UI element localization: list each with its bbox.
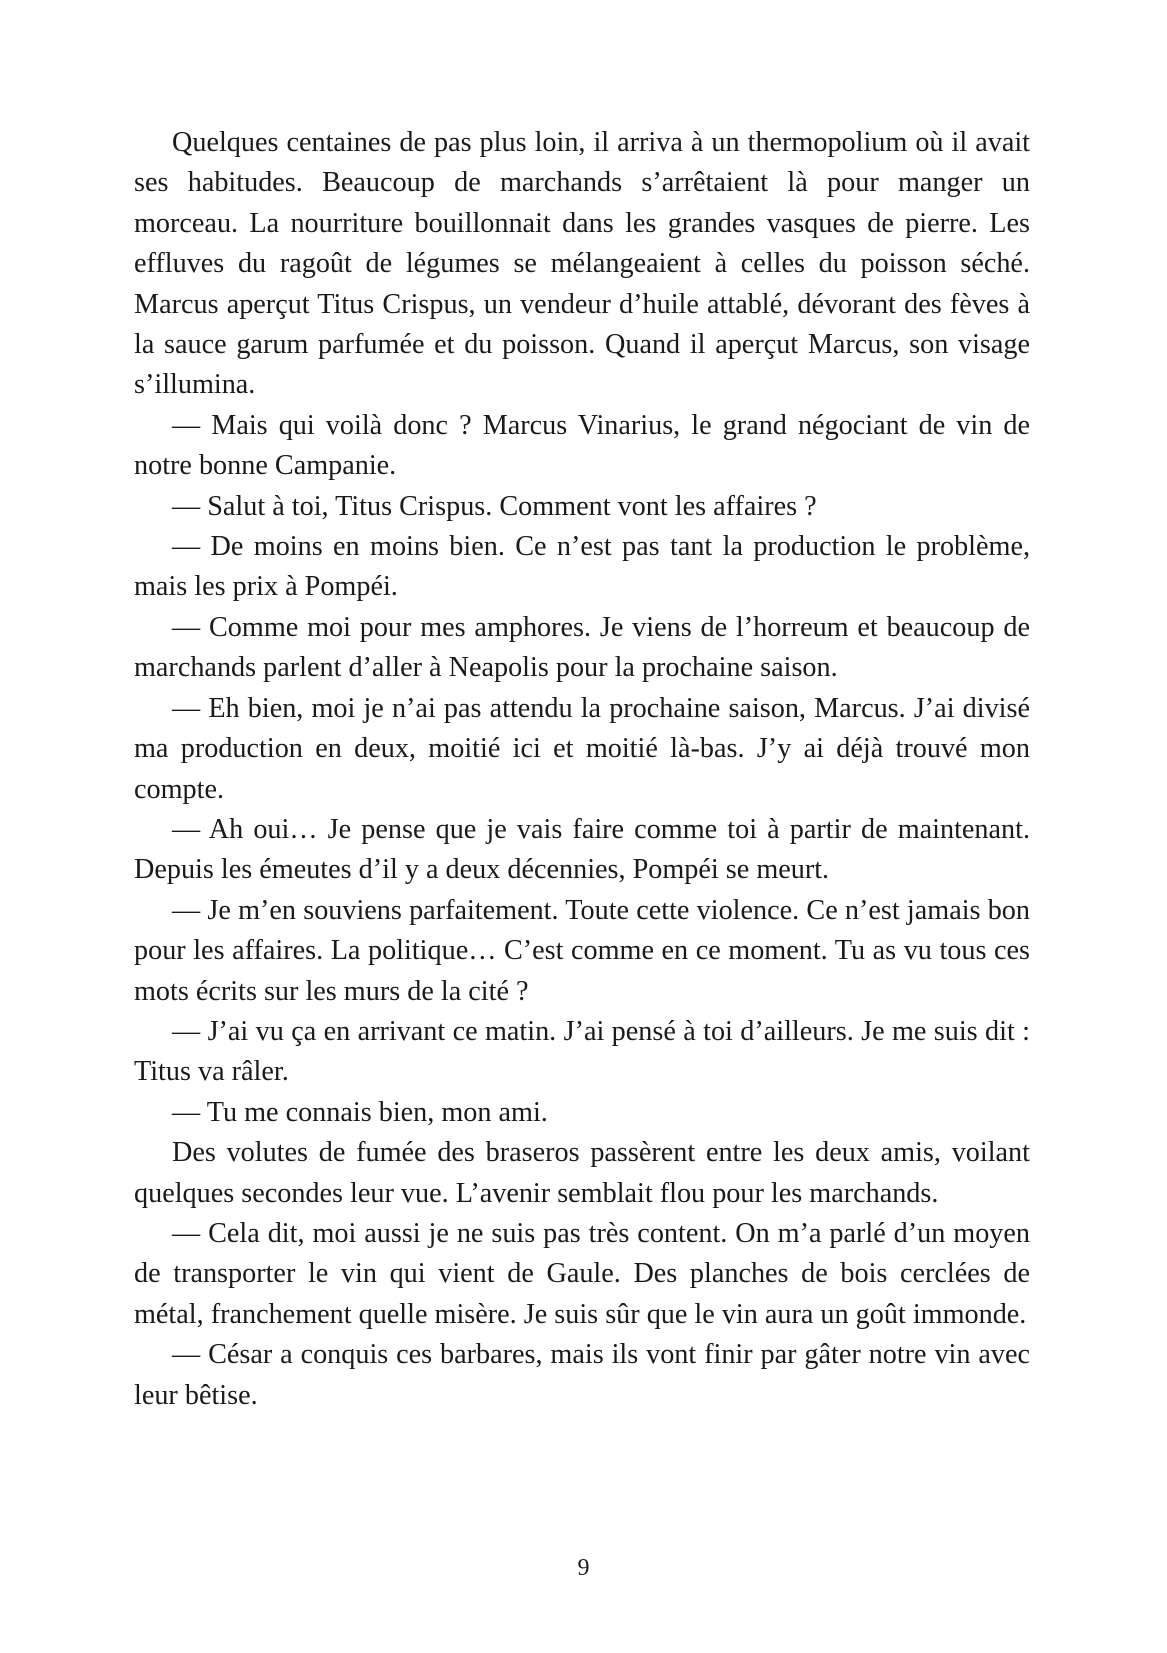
paragraph-dialogue: — Je m’en souviens parfaitement. Toute cette violence. Ce n’est jamais bon pour les affaires. La politique… C’est comme en ce moment. Tu as vu tous ces mots écrits sur les murs de la cité ? — [134, 894, 1030, 1007]
page-body-text — [134, 123, 1030, 1416]
paragraph-dialogue: — Salut à toi, Titus Crispus. Comment vont les affaires ? — [172, 490, 817, 522]
paragraph-dialogue: — Tu me connais bien, mon ami. — [172, 1096, 548, 1128]
paragraph-dialogue: — Cela dit, moi aussi je ne suis pas très content. On m’a parlé d’un moyen de transporter le vin qui vient de Gaule. Des planches de bois cerclées de métal, franchement quelle misère. Je suis sûr que le vin aura un goût immonde. — [134, 1217, 1030, 1330]
paragraph-dialogue: — Mais qui voilà donc ? Marcus Vinarius, le grand négociant de vin de notre bonne Campanie. — [134, 409, 1030, 482]
paragraph-dialogue: — De moins en moins bien. Ce n’est pas tant la production le problème, mais les prix à Pompéi. — [134, 531, 1030, 603]
page-number: 9 — [577, 1555, 590, 1581]
paragraph-narration-thermopolium: Quelques centaines de pas plus loin, il arriva à un thermopolium où il avait ses habitudes. Beaucoup de marchands s’arrêtaient là pour manger un morceau. La nourriture bouillonnait dans les grandes vasques de pierre. Les effluves du ragoût de légumes se mélangeaient à celles du poisson séché. Marcus aperçut Titus Crispus, un vendeur d’huile attablé, dévorant des fèves à la sauce garum parfumée et du poisson. Quand il aperçut Marcus, son visage s’illumina. — [134, 127, 1030, 401]
paragraph-dialogue: — J’ai vu ça en arrivant ce matin. J’ai pensé à toi d’ailleurs. Je me suis dit : Titus va râler. — [134, 1015, 1030, 1088]
paragraph-dialogue: — Ah oui… Je pense que je vais faire comme toi à partir de maintenant. Depuis les émeutes d’il y a deux décennies, Pompéi se meurt. — [134, 813, 1030, 886]
paragraph-narration-smoke: Des volutes de fumée des braseros passèrent entre les deux amis, voilant quelques secondes leur vue. L’avenir semblait flou pour les marchands. — [134, 1137, 1030, 1209]
paragraph-dialogue: — Eh bien, moi je n’ai pas attendu la prochaine saison, Marcus. J’ai divisé ma production en deux, moitié ici et moitié là-bas. J’y ai déjà trouvé mon compte. — [134, 692, 1030, 805]
paragraph-dialogue: — Comme moi pour mes amphores. Je viens de l’horreum et beaucoup de marchands parlent d’aller à Neapolis pour la prochaine saison. — [134, 611, 1030, 684]
paragraph-dialogue: — César a conquis ces barbares, mais ils vont finir par gâter notre vin avec leur bêtise. — [134, 1339, 1030, 1411]
